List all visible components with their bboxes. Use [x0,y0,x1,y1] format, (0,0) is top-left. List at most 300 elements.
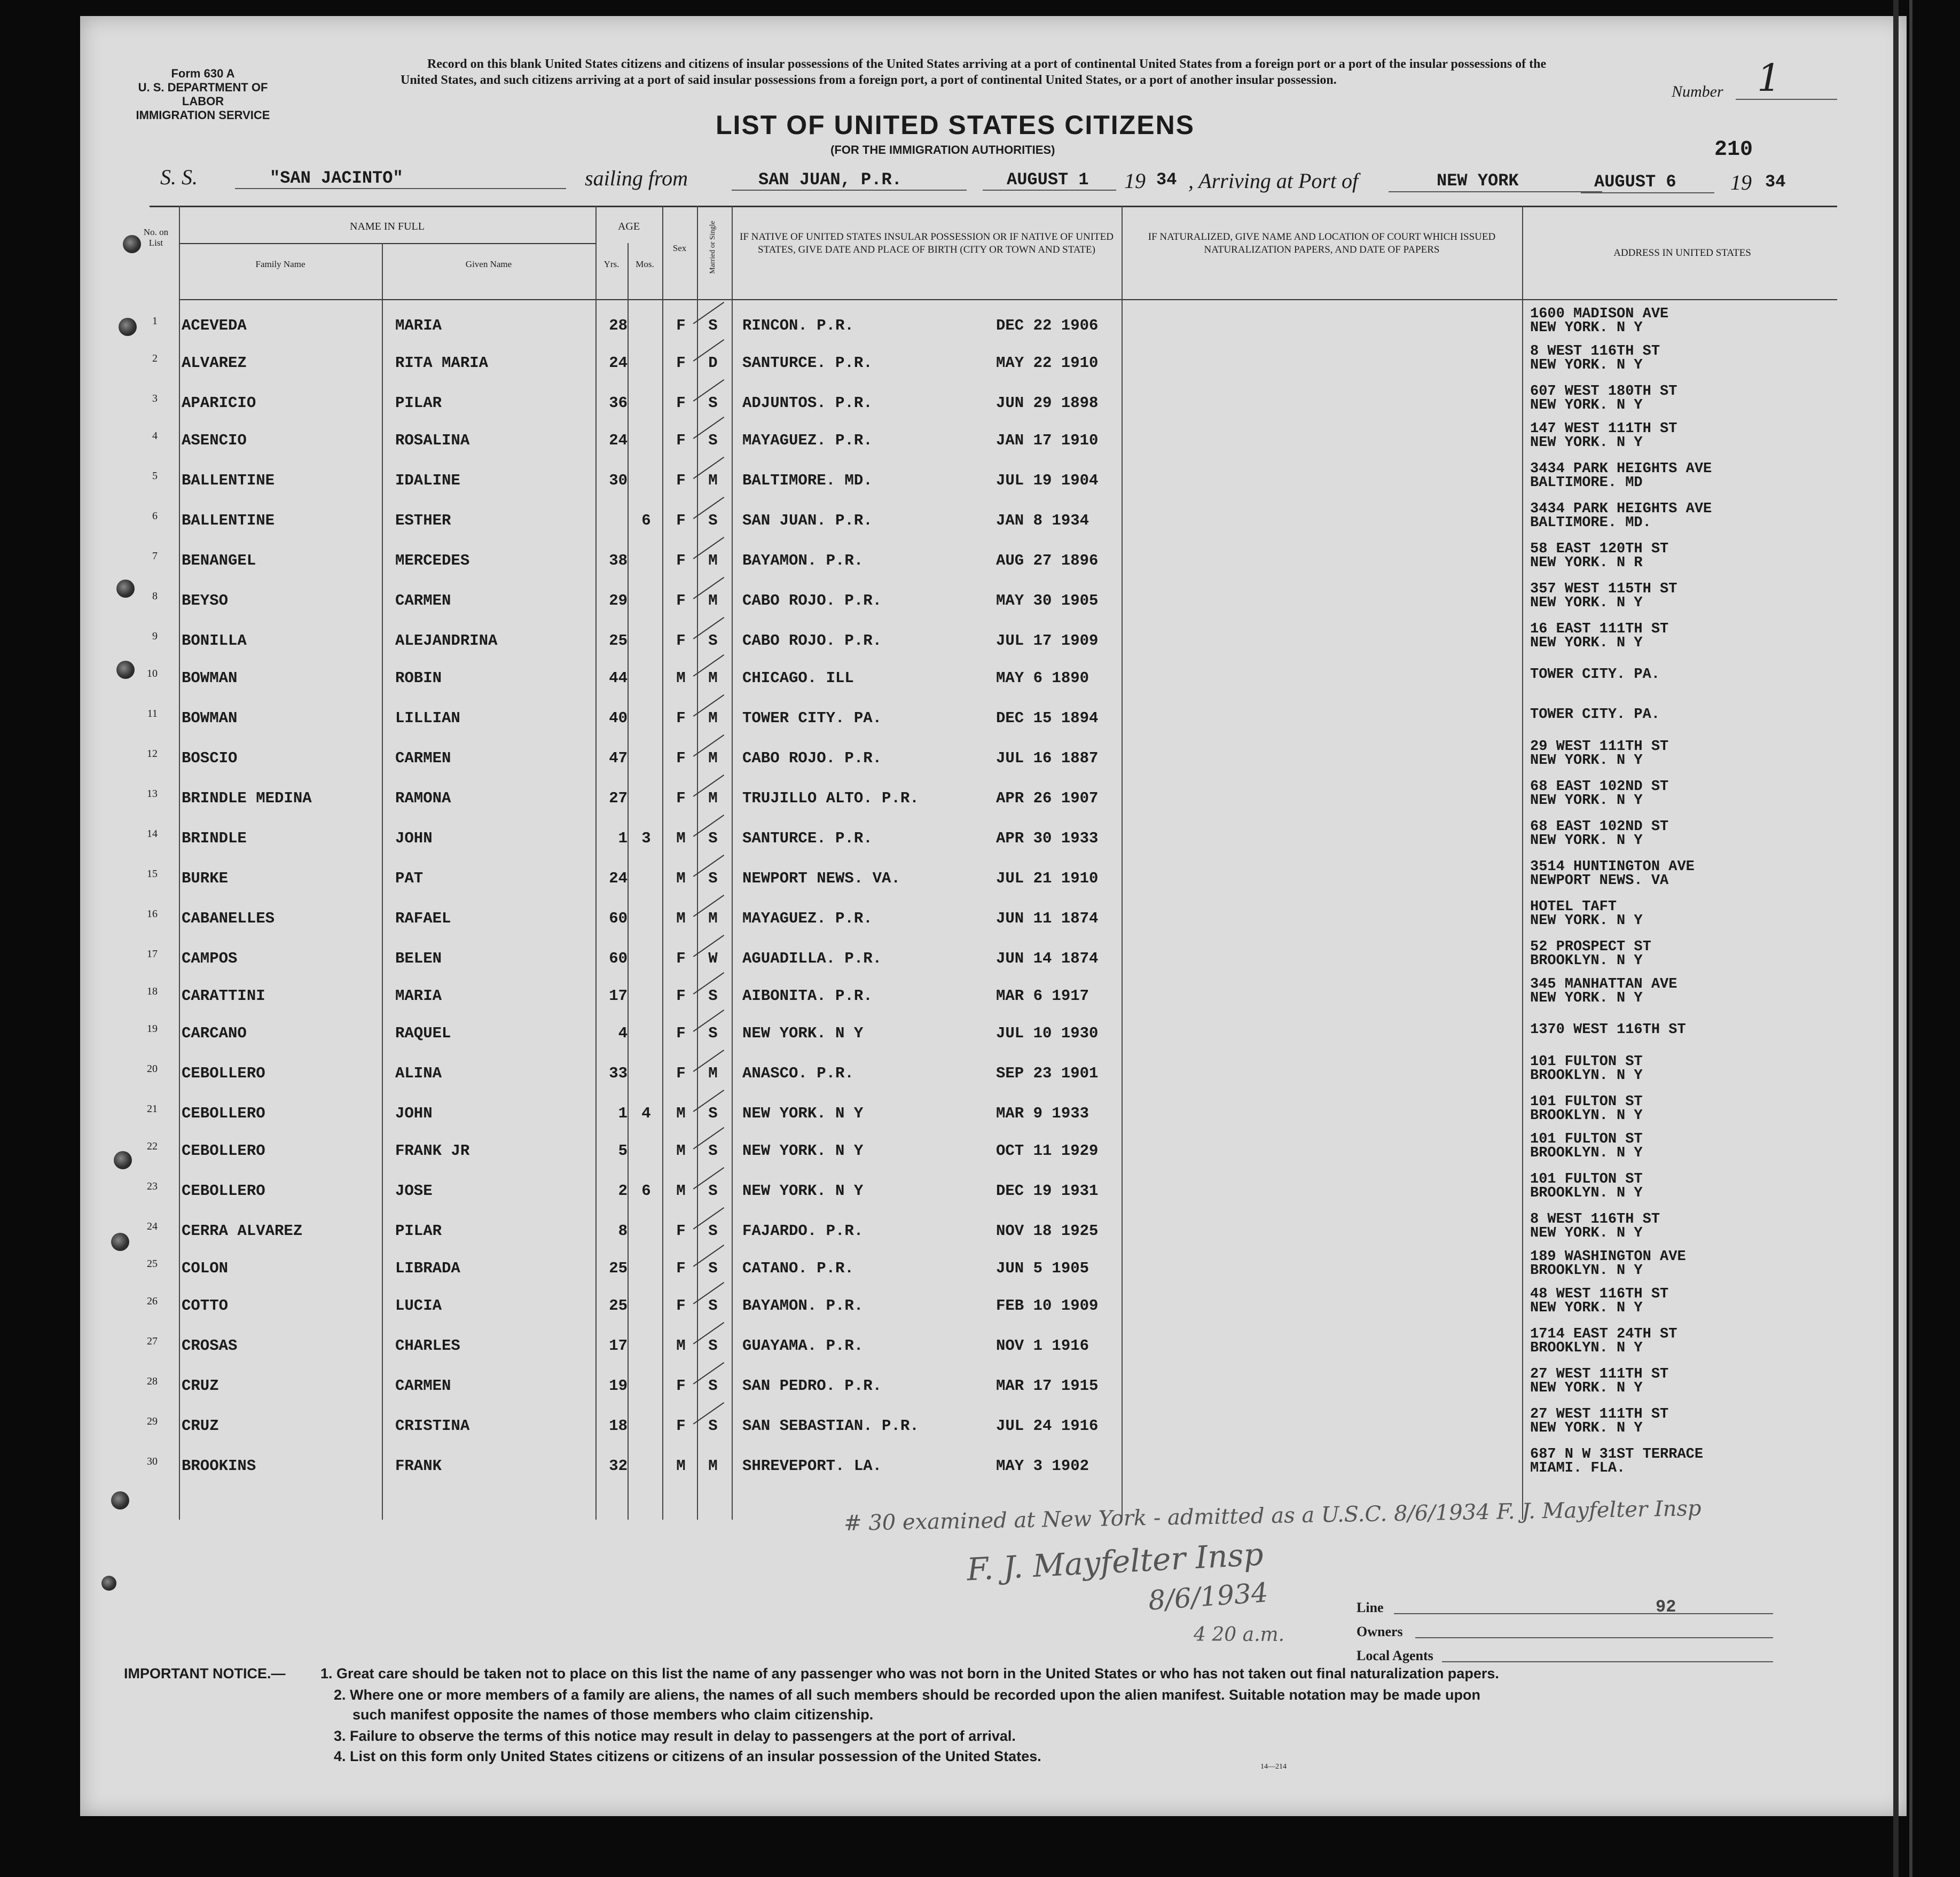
cell-address-line2: BROOKLYN. N Y [1530,1068,1643,1084]
name-header-rule [179,243,595,244]
cell-ms: S [708,632,718,650]
sheet-edge-line [1909,0,1912,1877]
cell-ms: S [708,512,718,529]
cell-family: ALVAREZ [182,354,247,372]
cell-place: GUAYAMA. P.R. [742,1337,864,1355]
notice-heading: IMPORTANT NOTICE.— [124,1665,286,1682]
cell-mos: 4 [641,1105,651,1122]
cell-family: COLON [182,1260,229,1277]
signature-time: 4 20 a.m. [1194,1624,1285,1646]
cell-sex: F [676,1417,686,1435]
punch-hole [116,661,135,679]
cell-mos: 6 [641,1182,651,1200]
record-instructions: Record on this blank United States citizens and citizens of insular possessions of the United States arriving at a port of continental United States from a foreign port or a port of the insular possessions of the United States, and such citizens arriving at a port of said insular possessions from a foreign port, a port of continental United States, or a port of another insular possession. [401,57,1547,87]
agents-label: Local Agents [1357,1648,1433,1663]
department-name: U. S. DEPARTMENT OF LABOR [138,81,268,108]
cell-ms: S [708,317,718,334]
row-number: 12 [147,748,158,760]
cell-yrs: 47 [609,749,628,767]
cell-yrs: 27 [609,789,628,807]
cell-sex: M [676,1457,686,1475]
cell-date: JUL 10 1930 [996,1024,1099,1042]
cell-yrs: 24 [609,432,628,449]
cell-address-line2: BALTIMORE. MD [1530,475,1643,491]
cell-yrs: 28 [609,317,628,334]
cell-date: JUN 14 1874 [996,950,1099,967]
cell-place: SHREVEPORT. LA. [742,1457,882,1475]
cell-sex: M [676,910,686,927]
row-number: 8 [152,590,158,602]
cell-sex: F [676,1024,686,1042]
arriving-port: NEW YORK [1437,171,1519,191]
cell-yrs: 1 [618,830,628,847]
cell-date: JUL 21 1910 [996,870,1099,887]
cell-address-line2: BROOKLYN. N Y [1530,953,1643,969]
cell-ms: M [708,910,718,927]
cell-mos: 6 [641,512,651,529]
col-divider [662,206,663,1520]
cell-sex: F [676,592,686,609]
cell-yrs: 36 [609,394,628,412]
punch-hole [114,1151,132,1169]
notice-item-4: 4. List on this form only United States citizens or citizens of an insular possession of the United States. [334,1748,1041,1764]
page-title: LIST OF UNITED STATES CITIZENS [716,110,1195,140]
cell-address-line1: 687 N W 31ST TERRACE [1530,1446,1704,1463]
cell-sex: M [676,1105,686,1122]
cell-date: APR 26 1907 [996,789,1099,807]
form-code: 14—214 [1260,1763,1287,1771]
cell-yrs: 17 [609,1337,628,1355]
cell-family: CERRA ALVAREZ [182,1222,303,1240]
cell-address-line1: 101 FULTON ST [1530,1131,1643,1147]
cell-sex: M [676,1142,686,1160]
cell-address-line1: TOWER CITY. PA. [1530,707,1660,723]
cell-given: LILLIAN [395,709,460,727]
cell-yrs: 2 [618,1182,628,1200]
cell-date: NOV 1 1916 [996,1337,1089,1355]
cell-sex: F [676,789,686,807]
row-number: 6 [152,510,158,522]
cell-given: ALINA [395,1065,442,1082]
cell-address-line1: 1600 MADISON AVE [1530,306,1669,322]
cell-given: MERCEDES [395,552,470,569]
sheet-edge-line [1893,0,1899,1877]
number-value: 1 [1757,56,1781,100]
cell-given: BELEN [395,950,442,967]
cell-address-line1: 101 FULTON ST [1530,1094,1643,1110]
cell-ms: S [708,1105,718,1122]
cell-address-line2: NEW YORK. N Y [1530,635,1643,651]
owners-field-line [1415,1637,1773,1638]
cell-sex: F [676,552,686,569]
cell-given: ESTHER [395,512,451,529]
cell-date: MAR 9 1933 [996,1105,1089,1122]
col-divider [595,206,597,1520]
cell-address-line1: 1714 EAST 24TH ST [1530,1326,1677,1342]
cell-family: ASENCIO [182,432,247,449]
cell-date: OCT 11 1929 [996,1142,1099,1160]
col-divider [382,243,383,1520]
cell-place: NEW YORK. N Y [742,1105,864,1122]
cell-yrs: 8 [618,1222,628,1240]
cell-address-line1: 27 WEST 111TH ST [1530,1406,1669,1422]
cell-place: TRUJILLO ALTO. P.R. [742,789,919,807]
cell-ms: M [708,749,718,767]
cell-ms: S [708,1417,718,1435]
date-field-line [983,190,1116,191]
arrival-date-field-line [1581,192,1714,193]
cell-yrs: 60 [609,910,628,927]
cell-sex: M [676,870,686,887]
cell-place: SANTURCE. P.R. [742,830,873,847]
row-number: 19 [147,1023,158,1035]
form-number: Form 630 A [171,67,235,80]
cell-date: JUN 29 1898 [996,394,1099,412]
cell-sex: F [676,1222,686,1240]
cell-sex: F [676,394,686,412]
cell-sex: F [676,1377,686,1395]
cell-family: BONILLA [182,632,247,650]
cell-address-line2: NEWPORT NEWS. VA [1530,873,1669,889]
cell-yrs: 30 [609,472,628,489]
notice-item-2-cont: such manifest opposite the names of those members who claim citizenship. [352,1707,874,1723]
cell-family: BOWMAN [182,669,238,687]
cell-address-line2: NEW YORK. N Y [1530,1380,1643,1396]
cell-sex: F [676,1297,686,1315]
cell-address-line2: NEW YORK. N Y [1530,990,1643,1006]
sailing-date: AUGUST 1 [1007,170,1089,190]
cell-date: JAN 17 1910 [996,432,1099,449]
cell-given: JOHN [395,1105,433,1122]
cell-yrs: 17 [609,987,628,1005]
cell-yrs: 24 [609,354,628,372]
cell-given: FRANK JR [395,1142,470,1160]
col-header-mos: Mos. [636,259,654,269]
cell-address-line1: 68 EAST 102ND ST [1530,819,1669,835]
row-number: 22 [147,1140,158,1152]
cell-ms: M [708,552,718,569]
sailing-year-prefix: 19 [1124,169,1146,193]
cell-ms: M [708,669,718,687]
row-number: 24 [147,1221,158,1232]
cell-address-line2: NEW YORK. N Y [1530,1300,1643,1316]
cell-address-line1: TOWER CITY. PA. [1530,667,1660,683]
cell-place: CABO ROJO. P.R. [742,592,882,609]
cell-date: SEP 23 1901 [996,1065,1099,1082]
cell-family: BEYSO [182,592,229,609]
cell-address-line2: BROOKLYN. N Y [1530,1263,1643,1279]
cell-given: CARMEN [395,749,451,767]
cell-date: JUL 16 1887 [996,749,1099,767]
cell-given: LIBRADA [395,1260,460,1277]
cell-place: CABO ROJO. P.R. [742,632,882,650]
cell-address-line1: 3514 HUNTINGTON AVE [1530,859,1695,875]
header-bottom-rule [179,299,1837,300]
line-label: Line [1357,1600,1384,1615]
cell-address-line2: NEW YORK. N Y [1530,913,1643,929]
cell-yrs: 60 [609,950,628,967]
cell-sex: M [676,669,686,687]
cell-sex: F [676,632,686,650]
cell-address-line2: NEW YORK. N Y [1530,833,1643,849]
cell-yrs: 29 [609,592,628,609]
cell-address-line1: 189 WASHINGTON AVE [1530,1249,1686,1265]
cell-date: JUL 19 1904 [996,472,1099,489]
row-number: 13 [147,788,158,800]
cell-yrs: 24 [609,870,628,887]
cell-given: JOHN [395,830,433,847]
cell-family: BURKE [182,870,229,887]
cell-ms: D [708,354,718,372]
col-header-yrs: Yrs. [603,259,620,269]
cell-ms: S [708,1222,718,1240]
cell-given: RITA MARIA [395,354,489,372]
cell-given: JOSE [395,1182,433,1200]
cell-date: MAR 6 1917 [996,987,1089,1005]
cell-place: AIBONITA. P.R. [742,987,873,1005]
cell-ms: S [708,987,718,1005]
cell-address-line1: HOTEL TAFT [1530,899,1617,915]
cell-place: CHICAGO. ILL [742,669,854,687]
col-header-name-in-full: NAME IN FULL [350,221,425,232]
cell-sex: F [676,354,686,372]
cell-given: MARIA [395,987,442,1005]
cell-ms: M [708,709,718,727]
cell-sex: F [676,749,686,767]
cell-ms: S [708,1260,718,1277]
cell-family: APARICIO [182,394,256,412]
arriving-date: AUGUST 6 [1594,172,1676,192]
page-number: 210 [1714,138,1753,162]
row-number: 3 [152,393,158,404]
row-number: 21 [147,1103,158,1115]
cell-date: NOV 18 1925 [996,1222,1099,1240]
cell-date: DEC 15 1894 [996,709,1099,727]
cell-place: FAJARDO. P.R. [742,1222,864,1240]
service-name: IMMIGRATION SERVICE [136,108,270,122]
cell-ms: S [708,1142,718,1160]
cell-yrs: 1 [618,1105,628,1122]
row-number: 11 [147,708,158,719]
cell-ms: S [708,394,718,412]
cell-sex: M [676,1182,686,1200]
cell-place: BALTIMORE. MD. [742,472,873,489]
cell-ms: M [708,1457,718,1475]
cell-family: CEBOLLERO [182,1065,265,1082]
cell-place: TOWER CITY. PA. [742,709,882,727]
page-subtitle: (FOR THE IMMIGRATION AUTHORITIES) [830,143,1055,157]
row-number: 28 [147,1375,158,1387]
cell-sex: F [676,472,686,489]
arriving-year: 34 [1765,172,1786,192]
cell-date: JUL 17 1909 [996,632,1099,650]
cell-sex: F [676,432,686,449]
cell-ms: S [708,1182,718,1200]
row-number: 25 [147,1258,158,1270]
cell-yrs: 25 [609,1260,628,1277]
cell-ms: S [708,1297,718,1315]
cell-family: BENANGEL [182,552,256,569]
cell-date: DEC 19 1931 [996,1182,1099,1200]
cell-address-line2: BROOKLYN. N Y [1530,1185,1643,1201]
cell-ms: M [708,1065,718,1082]
cell-address-line2: NEW YORK. N Y [1530,753,1643,769]
cell-ms: S [708,1337,718,1355]
col-header-married-single: Married or Single [709,221,717,274]
cell-given: MARIA [395,317,442,334]
row-number: 20 [147,1063,158,1075]
cell-address-line1: 101 FULTON ST [1530,1054,1643,1070]
table-top-rule [150,206,1837,207]
cell-address-line1: 29 WEST 111TH ST [1530,739,1669,755]
signature-date: 8/6/1934 [1147,1577,1269,1616]
cell-family: CARCANO [182,1024,247,1042]
row-number: 29 [147,1415,158,1427]
cell-place: SAN SEBASTIAN. P.R. [742,1417,919,1435]
arrival-port-field-line [1389,191,1602,192]
cell-yrs: 44 [609,669,628,687]
col-divider [697,206,698,1520]
cell-date: MAY 22 1910 [996,354,1099,372]
cell-place: NEW YORK. N Y [742,1142,864,1160]
cell-address-line1: 16 EAST 111TH ST [1530,621,1669,637]
cell-family: CRUZ [182,1377,219,1395]
cell-family: CEBOLLERO [182,1182,265,1200]
cell-family: BOWMAN [182,709,238,727]
col-divider [628,243,629,1520]
agents-field-line [1442,1661,1773,1662]
cell-given: CHARLES [395,1337,460,1355]
cell-place: RINCON. P.R. [742,317,854,334]
punch-hole [111,1491,129,1510]
cell-sex: F [676,987,686,1005]
cell-family: BALLENTINE [182,472,275,489]
cell-family: COTTO [182,1297,229,1315]
cell-address-line2: BALTIMORE. MD. [1530,515,1651,531]
row-number: 26 [147,1295,158,1307]
cell-address-line1: 3434 PARK HEIGHTS AVE [1530,461,1712,477]
notice-item-3: 3. Failure to observe the terms of this notice may result in delay to passengers at the port of arrival. [334,1728,1016,1744]
cell-ms: S [708,432,718,449]
notice-item-1: 1. Great care should be taken not to place on this list the name of any passenger who was not born in the United States or who has not taken out final naturalization papers. [320,1665,1499,1682]
cell-date: JUN 5 1905 [996,1260,1089,1277]
cell-place: NEW YORK. N Y [742,1024,864,1042]
sailing-year: 34 [1156,170,1177,190]
cell-place: ADJUNTOS. P.R. [742,394,873,412]
cell-family: ACEVEDA [182,317,247,334]
cell-given: PILAR [395,1222,442,1240]
owners-label: Owners [1357,1624,1403,1639]
cell-date: AUG 27 1896 [996,552,1099,569]
cell-given: ALEJANDRINA [395,632,498,650]
number-field-line [1736,99,1837,100]
row-number: 16 [147,908,158,920]
cell-address-line1: 8 WEST 116TH ST [1530,1211,1660,1227]
cell-address-line2: NEW YORK. N Y [1530,595,1643,611]
cell-date: MAY 30 1905 [996,592,1099,609]
cell-place: SANTURCE. P.R. [742,354,873,372]
cell-address-line1: 3434 PARK HEIGHTS AVE [1530,501,1712,517]
col-divider [1522,206,1523,1520]
ss-label: S. S. [160,165,198,189]
cell-place: CATANO. P.R. [742,1260,854,1277]
row-number: 10 [147,668,158,679]
cell-yrs: 25 [609,1297,628,1315]
cell-given: IDALINE [395,472,460,489]
cell-date: JUL 24 1916 [996,1417,1099,1435]
arriving-year-prefix: 19 [1730,170,1752,194]
punch-hole [111,1233,129,1251]
col-header-age: AGE [617,221,640,232]
cell-mos: 3 [641,830,651,847]
cell-place: SAN JUAN. P.R. [742,512,873,529]
col-header-no: No. on List [143,227,169,248]
col-header-given-name: Given Name [465,259,512,269]
cell-family: CRUZ [182,1417,219,1435]
cell-place: AGUADILLA. P.R. [742,950,882,967]
line-value: 92 [1656,1597,1676,1617]
cell-date: JUN 11 1874 [996,910,1099,927]
cell-family: BRINDLE [182,830,247,847]
cell-family: CEBOLLERO [182,1105,265,1122]
cell-sex: F [676,317,686,334]
cell-place: BAYAMON. P.R. [742,552,864,569]
cell-date: FEB 10 1909 [996,1297,1099,1315]
cell-address-line1: 1370 WEST 116TH ST [1530,1022,1686,1038]
cell-address-line1: 27 WEST 111TH ST [1530,1366,1669,1382]
row-number: 1 [152,315,158,327]
cell-place: MAYAGUEZ. P.R. [742,432,873,449]
port-field-line [732,190,967,191]
row-number: 14 [147,828,158,840]
cell-family: CEBOLLERO [182,1142,265,1160]
col-divider [1122,206,1123,1520]
row-number: 30 [147,1456,158,1467]
cell-ms: M [708,789,718,807]
row-number: 27 [147,1335,158,1347]
cell-date: MAY 3 1902 [996,1457,1089,1475]
cell-address-line2: NEW YORK. N Y [1530,397,1643,413]
cell-yrs: 33 [609,1065,628,1082]
cell-given: LUCIA [395,1297,442,1315]
cell-date: MAR 17 1915 [996,1377,1099,1395]
ship-field-line [235,188,566,189]
form-id-block [123,67,283,122]
cell-given: RAMONA [395,789,451,807]
cell-ms: W [708,950,718,967]
cell-given: CARMEN [395,1377,451,1395]
cell-sex: F [676,512,686,529]
cell-given: CARMEN [395,592,451,609]
cell-given: PAT [395,870,424,887]
row-number: 15 [147,868,158,880]
cell-address-line2: NEW YORK. N Y [1530,435,1643,451]
punch-hole [123,235,141,253]
cell-family: BOSCIO [182,749,238,767]
col-divider [179,206,180,1520]
inspector-signature: F. J. Mayfelter Insp [966,1536,1265,1588]
cell-place: BAYAMON. P.R. [742,1297,864,1315]
cell-yrs: 40 [609,709,628,727]
row-number: 23 [147,1180,158,1192]
cell-given: CRISTINA [395,1417,470,1435]
col-header-sex: Sex [672,243,687,253]
cell-address-line1: 68 EAST 102ND ST [1530,779,1669,795]
cell-family: CARATTINI [182,987,265,1005]
cell-place: ANASCO. P.R. [742,1065,854,1082]
row-number: 17 [147,948,158,960]
ship-name: "SAN JACINTO" [270,168,403,188]
